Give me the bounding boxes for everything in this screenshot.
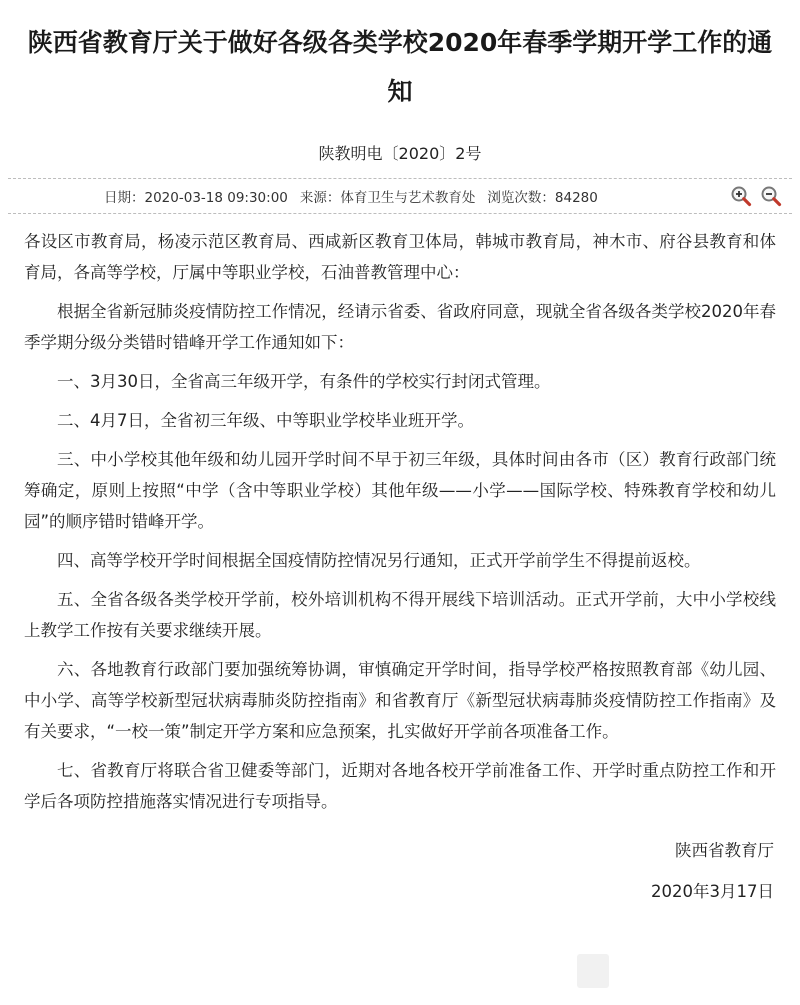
signature-block xyxy=(0,835,800,907)
watermark-logo xyxy=(577,954,609,988)
zoom-in-icon[interactable] xyxy=(730,185,752,207)
view-count: 浏览次数：84280 xyxy=(487,190,598,206)
zoom-out-icon[interactable] xyxy=(760,185,782,207)
item-6: 六、各地教育行政部门要加强统筹协调，审慎确定开学时间，指导学校严格按照教育部《幼儿园、中小学、高等学校新型冠状病毒肺炎防控指南》和省教育厅《新型冠状病毒肺炎疫情防控工作指南》及有关要求，“一校一策”制定开学方案和应急预案，扎实做好开学前各项准备工作。 xyxy=(24,660,776,741)
item-3: 三、中小学校其他年级和幼儿园开学时间不早于初三年级，具体时间由各市（区）教育行政部门统筹确定，原则上按照“中学（含中等职业学校）其他年级——小学——国际学校、特殊教育学校和幼儿园”的顺序错时错峰开学。 xyxy=(24,450,776,531)
publish-date: 日期：2020-03-18 09:30:00 xyxy=(104,190,288,206)
item-4: 四、高等学校开学时间根据全国疫情防控情况另行通知，正式开学前学生不得提前返校。 xyxy=(57,551,701,570)
intro-paragraph: 根据全省新冠肺炎疫情防控工作情况，经请示省委、省政府同意，现就全省各级各类学校2020年春季学期分级分类错时错峰开学工作通知如下： xyxy=(24,302,776,352)
page-title: 陕西省教育厅关于做好各级各类学校2020年春季学期开学工作的通知 xyxy=(27,28,773,106)
zoom-controls xyxy=(730,185,782,207)
salutation: 各设区市教育局，杨凌示范区教育局、西咸新区教育卫体局，韩城市教育局，神木市、府谷县教育和体育局，各高等学校，厅属中等职业学校，石油普教管理中心： xyxy=(24,232,776,282)
item-7: 七、省教育厅将联合省卫健委等部门，近期对各地各校开学前准备工作、开学时重点防控工作和开学后各项防控措施落实情况进行专项指导。 xyxy=(24,761,776,811)
document-number: 陕教明电〔2020〕2号 xyxy=(318,144,482,163)
signature-org: 陕西省教育厅 xyxy=(675,841,774,860)
item-5: 五、全省各级各类学校开学前，校外培训机构不得开展线下培训活动。正式开学前，大中小学校线上教学工作按有关要求继续开展。 xyxy=(24,590,776,640)
item-2: 二、4月7日，全省初三年级、中等职业学校毕业班开学。 xyxy=(57,411,474,430)
meta-bar xyxy=(8,178,792,214)
meta-items xyxy=(104,186,598,206)
article-body xyxy=(0,226,800,817)
signature-date: 2020年3月17日 xyxy=(651,882,774,901)
source: 来源：体育卫生与艺术教育处 xyxy=(299,190,476,206)
item-1: 一、3月30日，全省高三年级开学，有条件的学校实行封闭式管理。 xyxy=(57,372,551,391)
